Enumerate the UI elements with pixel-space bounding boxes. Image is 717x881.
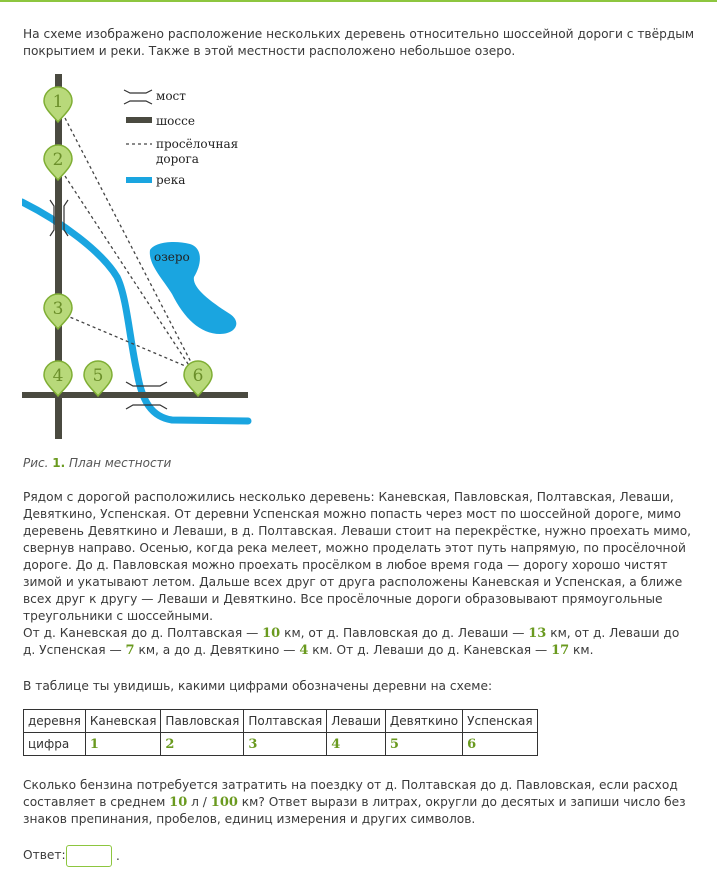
village-pin-label: 3 (52, 299, 64, 319)
village-pin-label: 6 (192, 366, 204, 386)
village-pin-6 (184, 361, 212, 396)
answer-suffix: . (116, 849, 120, 863)
table-cell-number: 2 (161, 733, 244, 756)
intro-text: На схеме изображено расположение нескольких деревень относительно шоссейной дороги с твёрдым покрытием и реки. Также в этой местности расположено небольшое озеро. (23, 27, 695, 58)
legend-river-label: река (156, 173, 186, 187)
legend (124, 89, 238, 187)
answer-input[interactable] (66, 845, 112, 867)
village-pin-label: 1 (52, 92, 64, 112)
table-cell-village: Леваши (327, 710, 386, 733)
table-cell-village: Полтавская (244, 710, 327, 733)
caption-prefix: Рис. (23, 456, 49, 470)
table-row-villages (24, 710, 538, 733)
table-cell-village: Успенская (463, 710, 537, 733)
table-cell-number: 1 (85, 733, 161, 756)
village-pin-label: 5 (92, 366, 104, 386)
table-cell-village: Павловская (161, 710, 244, 733)
table-header-number: цифра (24, 733, 86, 756)
description-text: Рядом с дорогой расположились несколько деревень: Каневская, Павловская, Полтавская, Леваши, Девяткино, Успенская. От деревни Успенская можно попасть через мост по шоссейной дороге, мимо деревень Девяткино и Леваши, в д. Полтавская. Леваши стоит на перекрёстке, нужно проехать мимо, свернув направо. Осенью, когда река мелеет, можно проделать этот путь напрямую, по просёлочной дороге. До д. Павловская можно проехать просёлком в любое время года — дорогу хорошо чистят зимой и укатывают летом. Дальше всех друг от друга расположены Каневская и Успенская, а ближе всех друг к другу — Леваши и Девяткино. Все просёлочные дороги образовывают прямоугольные треугольники с шоссейными. (23, 490, 692, 623)
village-pin-label: 2 (52, 150, 64, 170)
legend-river-swatch (126, 177, 152, 183)
table-cell-number: 5 (385, 733, 462, 756)
village-pin-2 (44, 145, 72, 180)
distances-text: От д. Каневская до д. Полтавская — 10 км, от д. Павловская до д. Леваши — 13 км, от д. Леваши до д. Успенская — 7 км, а до д. Девяткино — 4 км. От д. Леваши до д. Каневская — 17 км. (23, 626, 680, 658)
table-intro-text: В таблице ты увидишь, какими цифрами обозначены деревни на схеме: (23, 679, 493, 693)
table-cell-village: Каневская (85, 710, 161, 733)
legend-highway-swatch (126, 117, 152, 123)
village-pin-1 (44, 87, 72, 122)
village-pin-label: 4 (52, 366, 64, 386)
lake-label: озеро (154, 250, 190, 264)
legend-bridge-label: мост (156, 89, 186, 103)
village-pin-4 (44, 361, 72, 396)
table-row-numbers (24, 733, 538, 756)
table-cell-number: 6 (463, 733, 537, 756)
table-cell-village: Девяткино (385, 710, 462, 733)
legend-highway-label: шоссе (156, 114, 195, 128)
question-text: Сколько бензина потребуется затратить на поездку от д. Полтавская до д. Павловская, если расход составляет в среднем 10 л / 100 км? Ответ вырази в литрах, округли до десятых и запиши число без знаков препинания, пробелов, единиц измерения и других символов. (23, 778, 686, 826)
legend-dirt-road-label-2: дорога (156, 152, 199, 166)
table-header-village: деревня (24, 710, 86, 733)
village-pin-5 (84, 361, 112, 396)
table-cell-number: 4 (327, 733, 386, 756)
caption-number: 1. (52, 456, 66, 470)
figure-caption (23, 456, 171, 470)
bridge-icon (124, 90, 152, 104)
village-pin-3 (44, 294, 72, 329)
answer-label: Ответ: (23, 848, 66, 862)
top-accent-line (0, 0, 717, 2)
legend-dirt-road-label-1: просёлочная (156, 137, 239, 151)
table-cell-number: 3 (244, 733, 327, 756)
caption-text: План местности (69, 456, 172, 470)
map-diagram (22, 72, 252, 442)
villages-table (23, 709, 538, 756)
